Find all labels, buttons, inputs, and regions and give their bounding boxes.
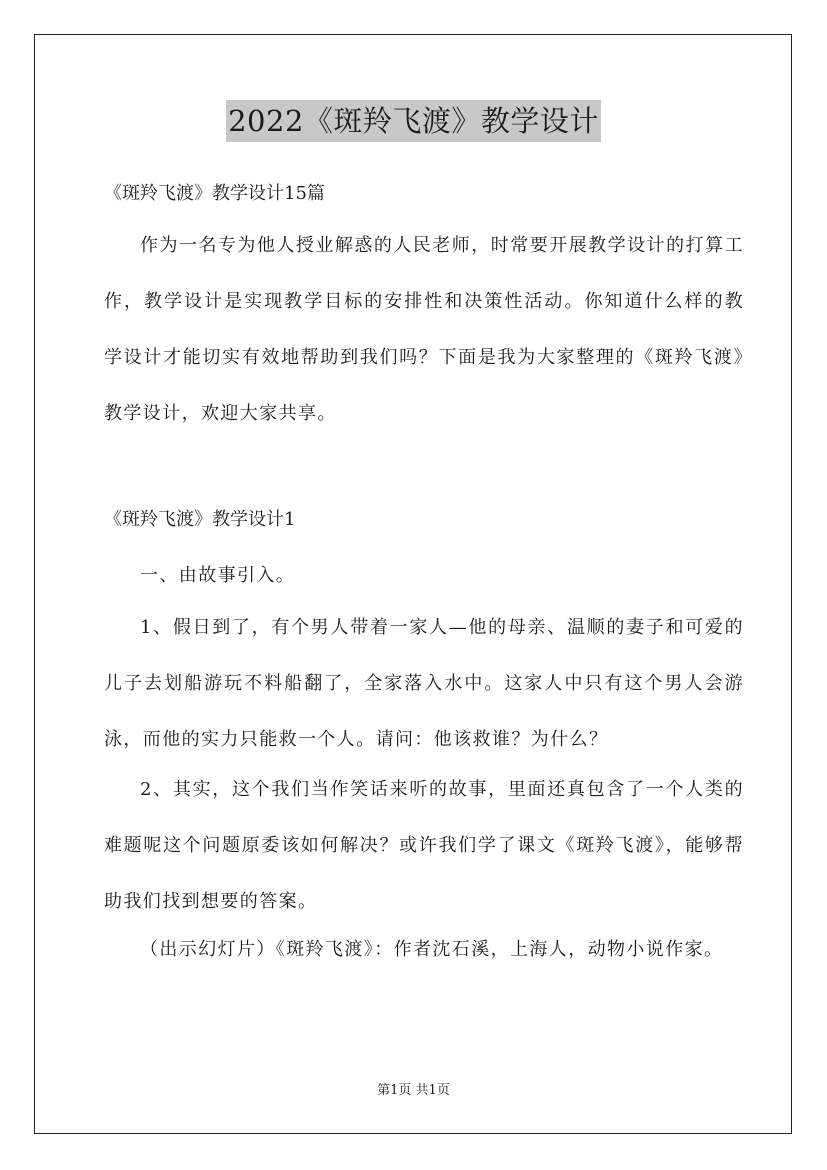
step-heading: 一、由故事引入。: [140, 565, 296, 586]
paragraph-3: （出示幻灯片）《斑羚飞渡》：作者沈石溪，上海人，动物小说作家。: [140, 939, 724, 960]
document-title: 2022《斑羚飞渡》教学设计: [226, 100, 601, 142]
section-heading: 《斑羚飞渡》教学设计1: [104, 509, 296, 530]
intro-paragraph: 作为一名专为他人授业解惑的人民老师，时常要开展教学设计的打算工作，教学设计是实现教学目标的安排性和决策性活动。你知道什么样的教学设计才能切实有效地帮助到我们吗？下面是我为大家整理的《斑羚飞渡》教学设计，欢迎大家共享。: [104, 235, 744, 424]
page-footer: [0, 1081, 827, 1101]
paragraph-2: 2、其实，这个我们当作笑话来听的故事，里面还真包含了一个人类的难题呢这个问题原委该如何解决？或许我们学了课文《斑羚飞渡》，能够帮助我们找到想要的答案。: [104, 779, 744, 912]
document-subtitle: 《斑羚飞渡》教学设计15篇: [104, 183, 325, 204]
title-wrap: [0, 100, 827, 142]
page-number: 第1页 共1页: [377, 1083, 450, 1098]
paragraph-1: 1、假日到了，有个男人带着一家人—他的母亲、温顺的妻子和可爱的儿子去划船游玩不料船翻了，全家落入水中。这家人中只有这个男人会游泳，而他的实力只能救一个人。请问：他该救谁？为什么？: [104, 617, 744, 750]
